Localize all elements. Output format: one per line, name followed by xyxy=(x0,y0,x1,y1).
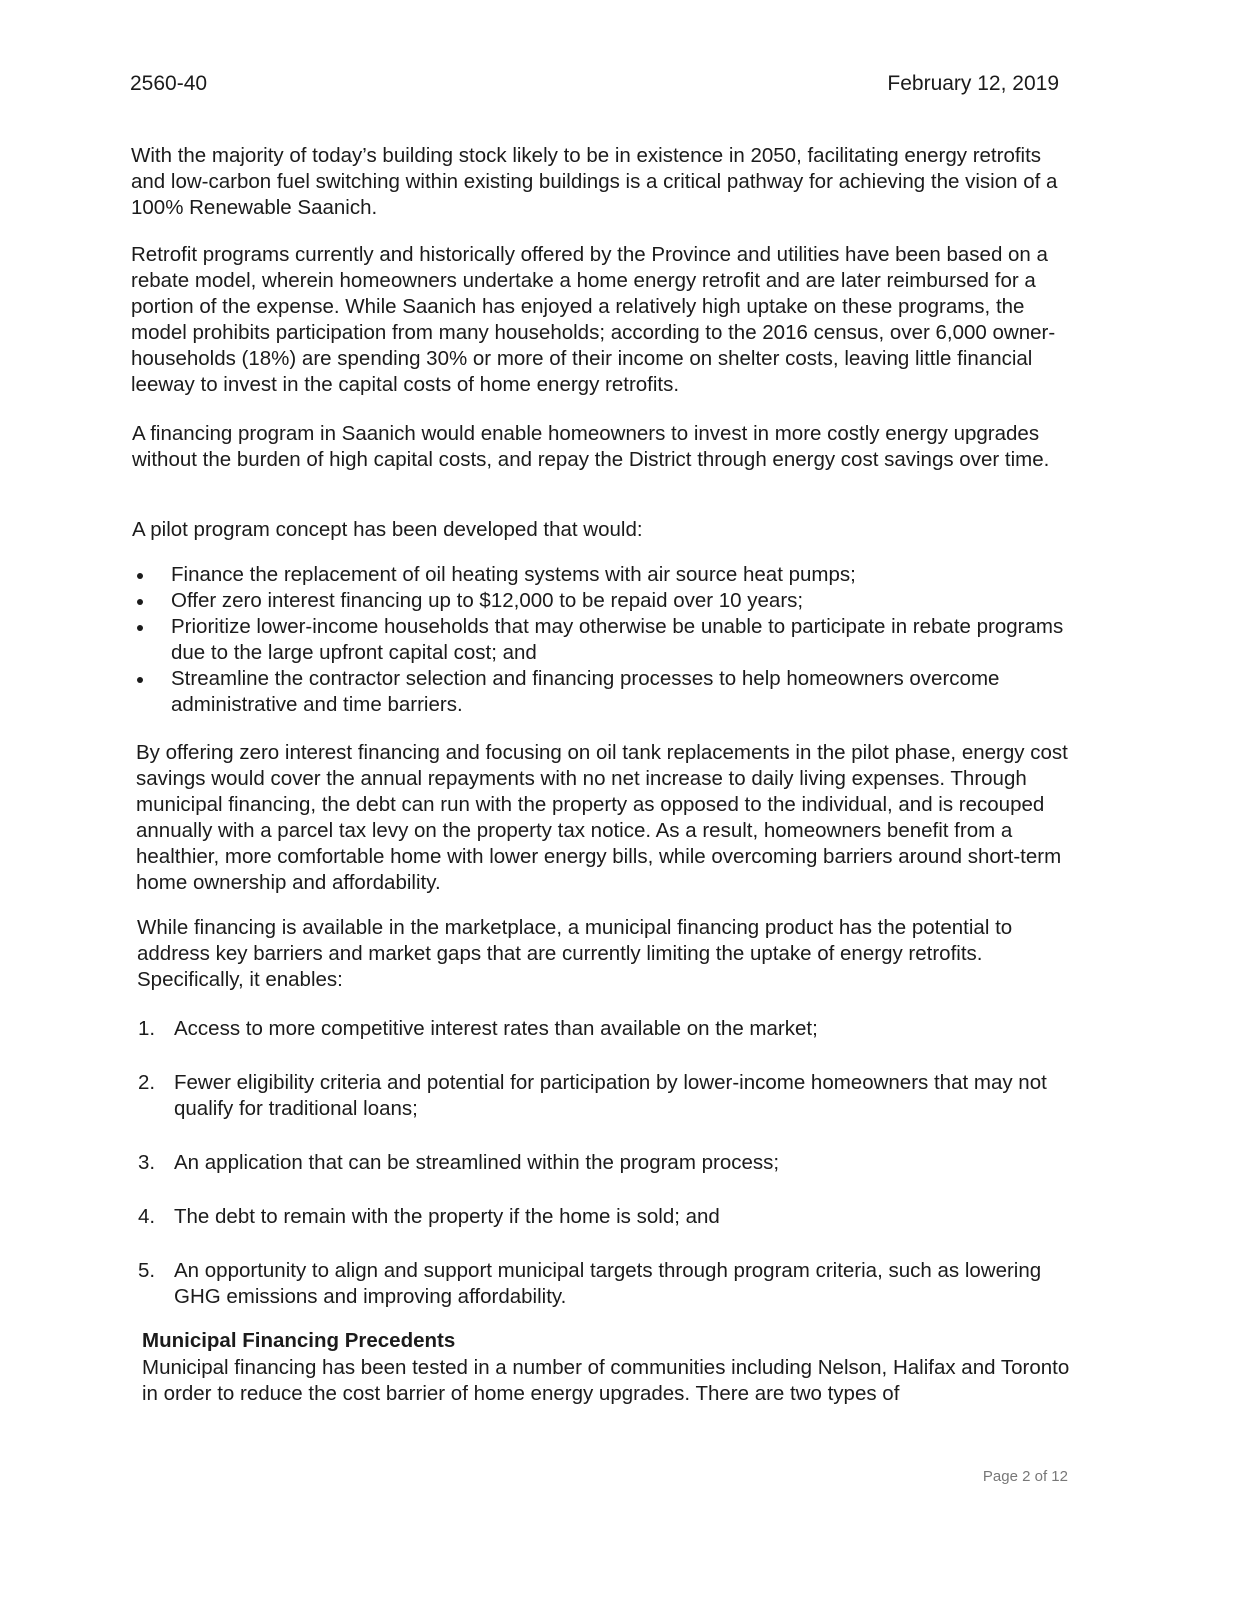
paragraph-financing-program: A financing program in Saanich would enable homeowners to invest in more costly energy upgrades without the burden of high capital costs, and repay the District through energy cost savings over time. xyxy=(132,422,1050,471)
list-number: 2. xyxy=(138,1071,156,1094)
bullet-icon xyxy=(137,625,143,631)
paragraph-zero-interest: By offering zero interest financing and focusing on oil tank replacements in the pilot phase, energy cost savings would cover the annual repayments with no net increase to daily living expenses. Through municipal financing, the debt can run with the property as opposed to the individual, and is recouped annually with a parcel tax levy on the property tax notice. As a result, homeowners benefit from a healthier, more comfortable home with lower energy bills, while overcoming barriers around short-term home ownership and affordability. xyxy=(136,741,1068,894)
report-number: 2560-40 xyxy=(130,72,208,95)
paragraph-precedents: Municipal financing has been tested in a number of communities including Nelson, Halifax and Toronto in order to reduce the cost barrier of home energy upgrades. There are two types of xyxy=(142,1356,1070,1405)
list-item xyxy=(132,562,1072,588)
list-item xyxy=(132,666,1072,718)
report-date: February 12, 2019 xyxy=(887,72,1059,95)
list-item-text: Prioritize lower-income households that may otherwise be unable to participate in rebate programs due to the large upfront capital cost; and xyxy=(171,615,1064,664)
list-number: 4. xyxy=(138,1205,156,1228)
page-number: Page 2 of 12 xyxy=(982,1468,1068,1485)
paragraph-building-stock: With the majority of today’s building stock likely to be in existence in 2050, facilitating energy retrofits and low-carbon fuel switching within existing buildings is a critical pathway for achieving the vision of a 100% Renewable Saanich. xyxy=(131,144,1058,219)
bullet-icon xyxy=(137,677,143,683)
pilot-bullet-list xyxy=(132,562,1072,718)
enables-numbered-list xyxy=(138,1016,1078,1338)
list-item xyxy=(138,1258,1078,1310)
list-item-text: Access to more competitive interest rates than available on the market; xyxy=(174,1017,818,1040)
list-item xyxy=(138,1070,1078,1122)
list-item xyxy=(132,614,1072,666)
list-item xyxy=(138,1016,1078,1042)
list-item-text: Fewer eligibility criteria and potential for participation by lower-income homeowners that may not qualify for traditional loans; xyxy=(174,1071,1047,1120)
bullet-icon xyxy=(137,573,143,579)
list-item-text: Streamline the contractor selection and financing processes to help homeowners overcome administrative and time barriers. xyxy=(171,667,1000,716)
list-item-text: An application that can be streamlined within the program process; xyxy=(174,1151,780,1174)
list-item xyxy=(138,1150,1078,1176)
list-number: 3. xyxy=(138,1151,156,1174)
paragraph-retrofit-programs: Retrofit programs currently and historically offered by the Province and utilities have been based on a rebate model, wherein homeowners undertake a home energy retrofit and are later reimbursed for a portion of the expense. While Saanich has enjoyed a relatively high uptake on these programs, the model prohibits participation from many households; according to the 2016 census, over 6,000 owner-households (18%) are spending 30% or more of their income on shelter costs, leaving little financial leeway to invest in the capital costs of home energy retrofits. xyxy=(131,243,1056,396)
paragraph-pilot-intro: A pilot program concept has been developed that would: xyxy=(132,518,643,541)
paragraph-marketplace: While financing is available in the marketplace, a municipal financing product has the potential to address key barriers and market gaps that are currently limiting the uptake of energy retrofits. Specifically, it enables: xyxy=(137,916,1013,991)
list-item xyxy=(132,588,1072,614)
section-heading: Municipal Financing Precedents xyxy=(142,1329,456,1352)
list-item-text: Finance the replacement of oil heating systems with air source heat pumps; xyxy=(171,563,856,586)
list-number: 5. xyxy=(138,1259,156,1282)
list-item-text: The debt to remain with the property if the home is sold; and xyxy=(174,1205,720,1228)
list-item-text: Offer zero interest financing up to $12,000 to be repaid over 10 years; xyxy=(171,589,804,612)
list-item xyxy=(138,1204,1078,1230)
bullet-icon xyxy=(137,599,143,605)
list-item-text: An opportunity to align and support municipal targets through program criteria, such as lowering GHG emissions and improving affordability. xyxy=(174,1259,1042,1308)
list-number: 1. xyxy=(138,1017,156,1040)
